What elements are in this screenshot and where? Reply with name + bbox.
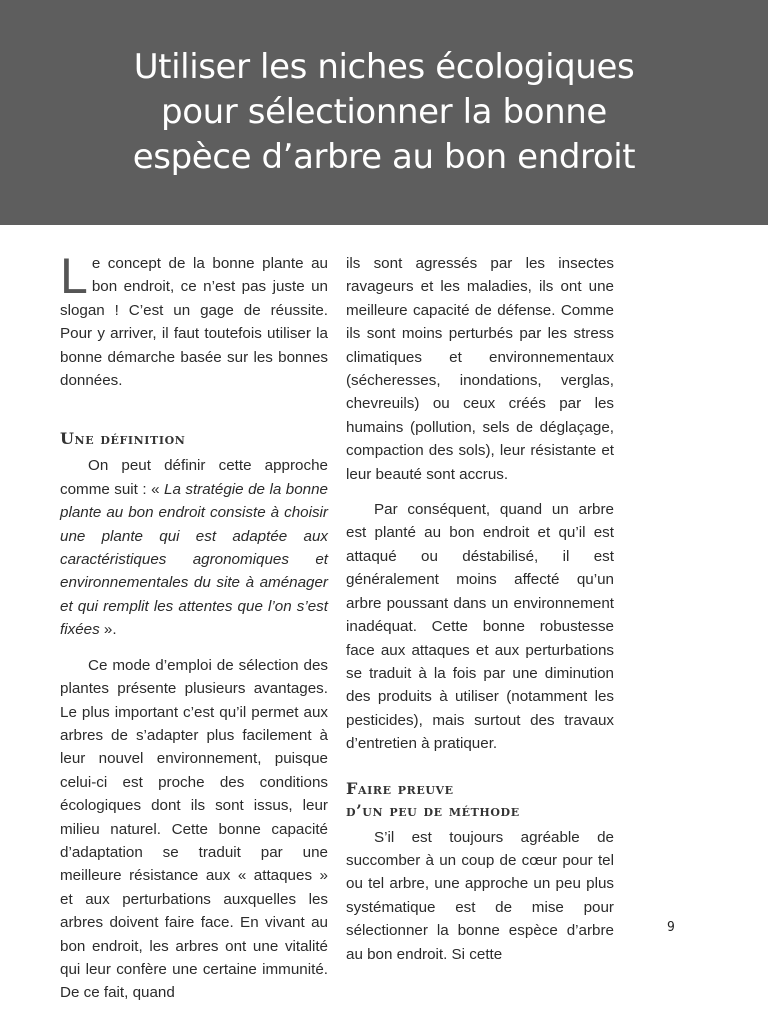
heading-line: Faire preuve (346, 778, 454, 798)
definition-tail: ». (99, 621, 117, 639)
title-line: pour sélectionner la bonne (161, 92, 607, 132)
body-paragraph: S’il est toujours agréable de succomber à un coup de cœur pour tel ou tel arbre, une approche un peu plus systématique est de mise pour sélectionner la bonne espèce d’arbre au bon endroit. Si cette (346, 828, 614, 963)
intro-paragraph (60, 248, 328, 392)
definition-paragraph (60, 454, 328, 641)
body-paragraph: Par conséquent, quand un arbre est planté au bon endroit et qu’il est attaqué ou déstabilisé, il est généralement moins affecté qu’un arbre poussant dans un environnement inadéquat. Cette bonne robustesse face aux attaques et aux perturbations se traduit à la fois par une diminution des produits à utiliser (notamment les pesticides), mais surtout des travaux d’entretien à pratiquer. (346, 501, 614, 753)
heading-line: d’un peu de méthode (346, 800, 520, 820)
title-banner (0, 0, 768, 225)
left-column (60, 248, 328, 1017)
section-heading-method (346, 778, 614, 822)
intro-text: e concept de la bonne plante au bon endroit, ce n’est pas juste un slogan ! C’est un gage de réussite. Pour y arriver, il faut toutefois utiliser la bonne démarche basée sur les bonnes données. (60, 255, 328, 390)
page-title (93, 45, 675, 180)
definition-lead: On peut définir cette approche comme suit : « (60, 457, 328, 498)
body-paragraph: Ce mode d’emploi de sélection des plantes présente plusieurs avantages. Le plus important c’est qu’il permet aux arbres de s’adapter plus facilement à leur nouvel environnement, puisque celui-ci est proche des conditions écologiques dont ils sont issus, leur milieu naturel. Cette bonne capacité d’adaptation se traduit par une meilleure résistance aux « attaques » et aux perturbations auxquelles les arbres doivent faire face. En vivant au bon endroit, les arbres ont une vitalité qui leur confère une certaine immunité. De ce fait, quand (60, 656, 328, 1002)
title-line: Utiliser les niches écologiques (133, 47, 635, 87)
drop-cap: L (60, 248, 88, 304)
continuation-paragraph: ils sont agressés par les insectes ravageurs et les maladies, ils ont une meilleure capacité de défense. Comme ils sont moins perturbés par les stress climatiques et environnementaux (sécheresses, inondations, verglas, chevreuils) ou ceux créés par les humains (pollution, sels de déglaçage, compaction des sols), leur résistante et leur beauté sont accrus. (346, 255, 614, 483)
right-column (346, 252, 614, 978)
page-number: 9 (667, 920, 675, 935)
definition-quote: La stratégie de la bonne plante au bon endroit consiste à choisir une plante qui est adaptée aux caractéristiques agronomiques et environnementales du site à aménager et qui remplit les attentes que l’on s’est fixées (60, 480, 328, 639)
section-heading-definition: Une définition (60, 429, 186, 449)
title-line: espèce d’arbre au bon endroit (132, 137, 636, 177)
